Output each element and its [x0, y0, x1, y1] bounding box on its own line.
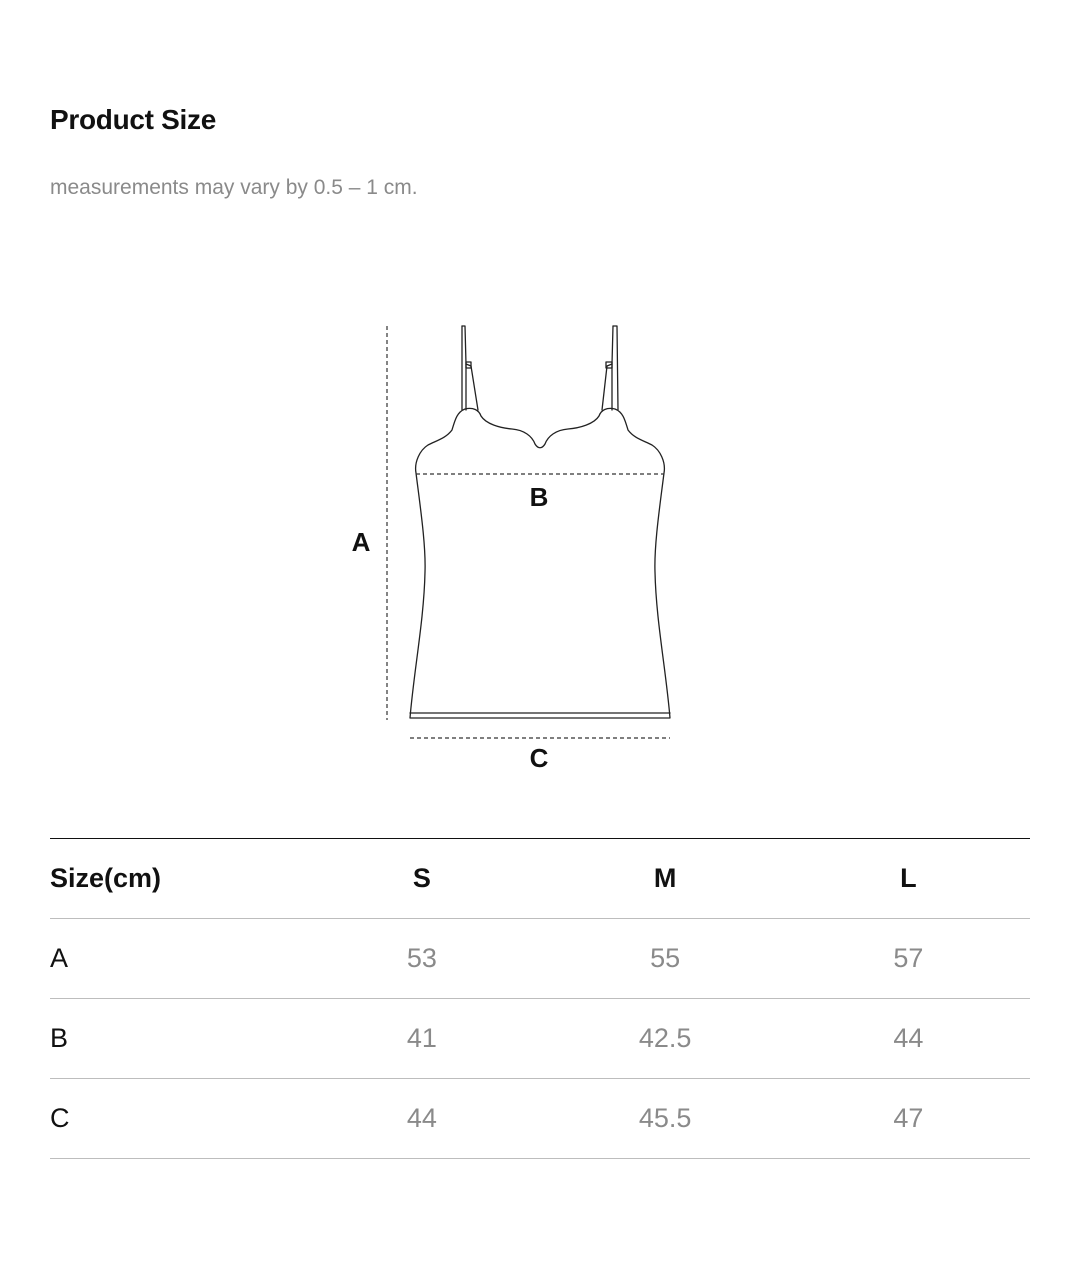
row-label: A [50, 919, 300, 999]
row-value: 57 [787, 919, 1030, 999]
row-value: 47 [787, 1079, 1030, 1159]
page-title: Product Size [50, 104, 216, 135]
row-label: B [50, 999, 300, 1079]
table-row [50, 919, 1030, 999]
measurement-note: measurements may vary by 0.5 – 1 cm. [50, 176, 418, 199]
table-row [50, 1079, 1030, 1159]
size-header-m: M [543, 839, 786, 919]
row-label: C [50, 1079, 300, 1159]
size-header-s: S [300, 839, 543, 919]
diagram-label-b: B [529, 482, 549, 512]
garment-body [410, 408, 670, 718]
row-value: 53 [300, 919, 543, 999]
right-strap [613, 326, 618, 410]
diagram-label-c: C [529, 743, 549, 773]
size-header-l: L [787, 839, 1030, 919]
row-value: 45.5 [543, 1079, 786, 1159]
row-value: 42.5 [543, 999, 786, 1079]
diagram-label-a: A [351, 527, 371, 557]
table-header-row [50, 839, 1030, 919]
size-table [50, 838, 1030, 1159]
table-row [50, 999, 1030, 1079]
row-value: 44 [300, 1079, 543, 1159]
row-value: 55 [543, 919, 786, 999]
table-header-label: Size(cm) [50, 839, 300, 919]
row-value: 44 [787, 999, 1030, 1079]
row-value: 41 [300, 999, 543, 1079]
